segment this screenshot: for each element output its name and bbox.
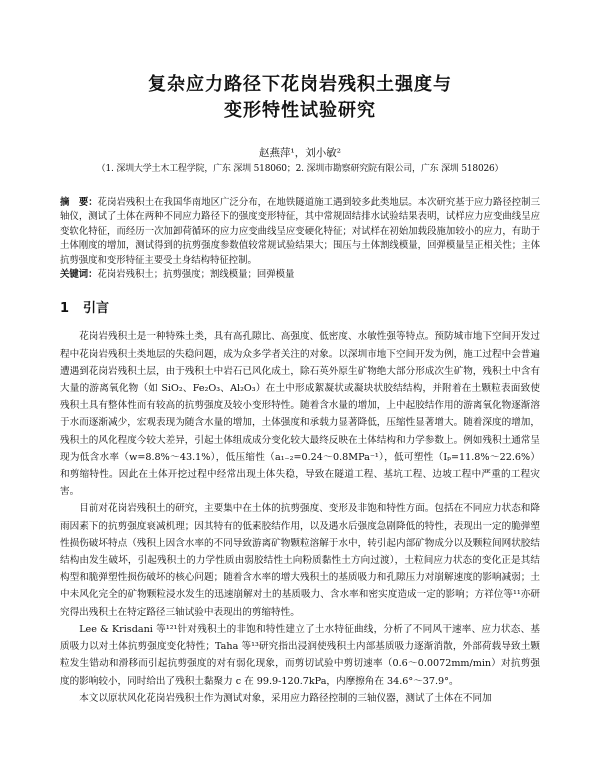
section-heading xyxy=(60,300,540,318)
authors: 赵燕萍¹，刘小敏² xyxy=(259,147,341,159)
title-line-1: 复杂应力路径下花岗岩残积土强度与 xyxy=(148,74,452,95)
body-text xyxy=(60,328,540,706)
section-number: 1 xyxy=(60,301,70,317)
paragraph-2: 目前对花岗岩残积土的研究，主要集中在土体的抗剪强度、变形及非饱和特性方面。包括在不同应力状态和降雨因素下的抗剪强度衰减机理；因其特有的低素胶结作用，以及遇水后强度急剧降低的特性，表现出一定的脆弹塑性损伤破坏特点（残积上因含水率的不同导致游离矿物颗粒溶解于水中，转引起内部矿物成分以及颗粒间网状胶结结构由发生破坏，引起残积土的力学性质由弱胶结性土向粉质黏性土方向过渡），土粒间应力状态的变化正是其结构型和脆弹塑性损伤破坏的核心问题；随着含水率的增大残积土的基质吸力和孔隙压力对崩解速度的影响减弱；土中未风化完全的矿物颗粒浸水发生的迅速崩解对土的基质吸力、含水率和密实度造成一定的影响；方祥位等¹¹亦研究得出残积土在特定路径三轴试验中表现出的剪缩特性。 xyxy=(60,503,540,618)
abstract-text: 花岗岩残积土在我国华南地区广泛分布，在地铁隧道施工遇到较多此类地层。本次研究基于应力路径控制三轴仪，测试了土体在两种不同应力路径下的强度变形特征，其中常规固结排水试验结果表明，试样应力应变曲线呈应变软化特征，而经历一次加卸荷循环的应力应变曲线呈应变硬化特征；对试样在初始加载段施加较小的应力，有助于土体刚度的增加，测试得到的抗剪强度参数值较常规试验结果大；围压与土体割线模量，回弹模量呈正相关性；主体抗剪强度和变形特征主要受土身结构特征控制。 xyxy=(60,197,540,266)
paragraph-1: 花岗岩残积土是一种特殊土类，具有高孔隙比、高强度、低密度、水敏性强等特点。预防城市地下空间开发过程中花岗岩残积土类地层的失稳问题，成为众多学者关注的对象。以深圳市地下空间开发为例，施工过程中会普遍遭遇到花岗岩残积土层，由于残积土中岩石已风化成土，除石英外原生矿物绝大部分形成次生矿物，残积土中含有大量的游离氧化物（如 SiO₂、Fe₂O₃、Al₂O₃）在土中形成絮凝状或凝块状胶结结构，并附着在土颗粒表面致使残积土具有整体性而有较高的抗剪强度及较小变形特性。随着含水量的增加，上中起胶结作用的游离氧化物逐渐溶于水而逐渐减少，宏观表现为随含水量的增加，土体强度和承载力显著降低，压缩性显著增大。随着深度的增加，残积土的风化程度今较大差异，引起土体组成成分变化较大最终反映在土体结构和力学参数上。例如残积土通常呈现为低含水率（w=8.8%～43.1%），低压缩性（a₁₋₂=0.24～0.8MPa⁻¹），低可塑性（Iₚ=11.8%～22.6%）和剪缩特性。因此在土体开挖过程中经常出现土体失稳，导致在隧道工程、基坑工程、边坡工程中严重的工程灾害。 xyxy=(60,331,540,498)
title-line-2: 变形特性试验研究 xyxy=(224,100,376,121)
abstract-label: 摘 要： xyxy=(60,197,98,208)
affiliation: （1. 深圳大学土木工程学院，广东 深圳 518060；2. 深圳市勘察研究院有限公司，广东 深圳 518026） xyxy=(96,164,504,174)
paragraph-4: 本文以原状风化花岗岩残积土作为测试对象，采用应力路径控制的三轴仪器，测试了土体在不同加 xyxy=(79,692,492,704)
keywords xyxy=(60,268,540,282)
paragraph-3: Lee & Krisdani 等¹²¹针对残积土的非饱和特性建立了土水特征曲线，分析了不同风干速率、应力状态、基质吸力以对土体抗剪强度变化特性；Taha 等¹³研究指出浸润使残积土内部基质吸力逐渐消散，外部荷载导致土颗粒发生错动和滑移而引起抗剪强度的对有弱化现象，而剪切试验中剪切速率（0.6～0.0072mm/min）对抗剪强度的影响较小，同时给出了残积土黏聚力 c 在 99.9-120.7kPa，内摩擦角在 34.6°～37.9°。 xyxy=(60,623,540,687)
paper-title xyxy=(60,72,540,124)
keywords-label: 关键词： xyxy=(60,269,98,281)
section-title: 引言 xyxy=(83,301,110,317)
keywords-text: 花岗岩残积土；抗剪强度；割线模量；回弹模量 xyxy=(97,269,295,281)
abstract xyxy=(60,196,540,268)
